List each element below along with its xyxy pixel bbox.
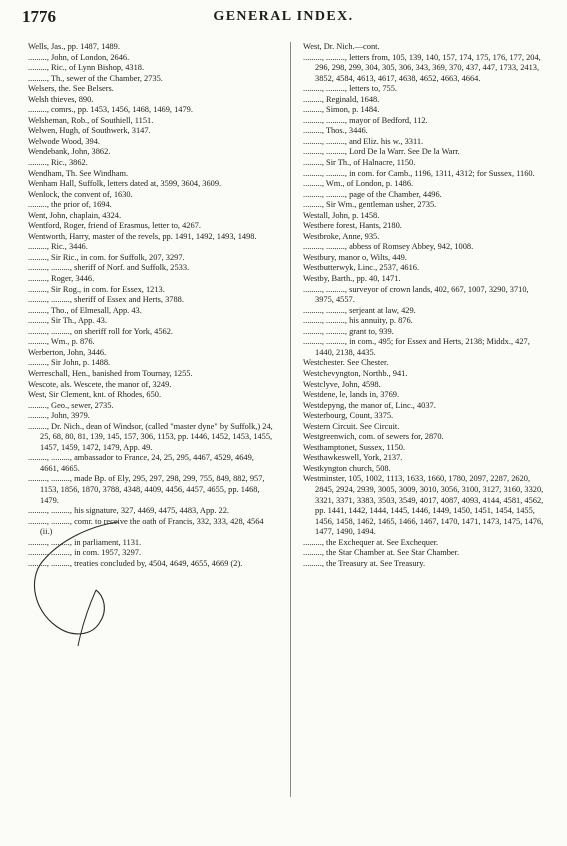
index-entry: ........., Sir Th., App. 43. [28,316,107,326]
page-number: 1776 [22,7,56,26]
index-entry: Westerbourg, Count, 3375. [303,411,394,421]
index-entry: ........., Wm., of London, p. 1486. [303,179,414,189]
index-entry: Westminster, 105, 1002, 1113, 1633, 1660, 1780, 2097, 2287, 2620, 2845, 2924, 2939, 3005, 3009, 3010, 3056, 3100, 3127, 3160, 3320, 3321, 3371, 3383, 3503, 3549, 4017, 4087, 4093, 4144, 4581, 4562, pp. 1441, 1442, 1444, 1445, 1446, 1449, 1450, 1451, 1454, 1455, 1456, 1458, 1462, 1465, 1466, 1467, 1470, 1471, 1473, 1475, 1476, 1477, 1490, 1494. [303,474,544,537]
index-entry: Westbutterwyk, Linc., 2537, 4616. [303,263,420,273]
index-entry: Westgreenwich, com. of sewers for, 2870. [303,432,444,442]
index-entry: ........., Sir Th., of Halnacre, 1150. [303,158,416,168]
index-entry: ........., ........., sheriff of Essex and Herts, 3788. [28,295,184,305]
index-entry: Welsers, the. See Belsers. [28,84,114,94]
index-entry: ........., comrs., pp. 1453, 1456, 1468, 1469, 1479. [28,105,193,115]
index-entry: ........., ........., serjeant at law, 429. [303,305,416,315]
index-entry: Westall, John, p. 1458. [303,210,380,220]
index-entry: West, Sir Clement, knt. of Rhodes, 650. [28,390,162,400]
index-entry: ........., ........., on sheriff roll for York, 4562. [28,326,174,336]
index-entry: Welsh thieves, 890. [28,94,94,104]
index-entry: ........., John, of London, 2646. [28,52,130,62]
index-entry: ........., ........., in com. 1957, 3297. [28,548,142,558]
index-entry: ........., Roger, 3446. [28,274,95,284]
index-entry: ........., ........., and Eliz. his w., 3311. [303,136,424,146]
index-entry: ........., Wm., p. 876. [28,337,95,347]
index-entry: ........., ........., mayor of Bedford, 112. [303,115,428,125]
index-entry: ........., ........., Lord De la Warr. See De la Warr. [303,147,460,157]
index-entry: Went, John, chaplain, 4324. [28,210,122,220]
index-entry: ........., ........., comr. to receive the oath of Francis, 332, 333, 428, 4564 (ii.) [28,516,264,537]
index-entry: ........., Th., sewer of the Chamber, 2735. [28,73,163,83]
index-entry: Wescote, als. Wescete, the manor of, 3249. [28,379,172,389]
index-entry: ........., Reginald, 1648. [303,94,380,104]
index-entry: ........., ........., grant to, 939. [303,326,394,336]
index-entry: ........., the Treasury at. See Treasury. [303,558,426,568]
index-entry: Westkyngton church, 508. [303,463,391,473]
index-entry: Westchester. See Chester. [303,358,389,368]
index-entry: Western Circuit. See Circuit. [303,421,400,431]
right-column [303,42,549,569]
index-entry: Westbere forest, Hants, 2180. [303,221,402,231]
index-entry: ........., the prior of, 1694. [28,200,112,210]
index-entry: Westbroke, Anne, 935. [303,231,380,241]
index-entry: Welsheman, Rob., of Southiell, 1151. [28,115,154,125]
index-entry: Wentworth, Harry, master of the revels, pp. 1491, 1492, 1493, 1498. [28,231,257,241]
left-column [28,42,274,569]
index-entry: Welwen, Hugh, of Southwerk, 3147. [28,126,151,136]
index-entry: ........., Tho., of Elmesall, App. 43. [28,305,142,315]
index-entry: ........., ........., abbess of Romsey Abbey, 942, 1008. [303,242,474,252]
index-entry: ........., Simon, p. 1484. [303,105,380,115]
index-entry: Wentford, Roger, friend of Erasmus, letter to, 4267. [28,221,201,231]
index-entry: Westclyve, John, 4598. [303,379,381,389]
index-entry: Westdene, le, lands in, 3769. [303,390,400,400]
index-entry: ........., Sir John, p. 1488. [28,358,111,368]
index-entry: ........., ........., letters from, 105, 139, 140, 157, 174, 175, 176, 177, 204, 296, 298, 299, 304, 305, 306, 343, 369, 370, 437, 447, 1733, 2413, 3852, 4584, 4613, 4617, 4638, 4652, 4663, 4664. [303,52,541,83]
index-entry: Werreschall, Hen., banished from Tournay, 1255. [28,368,193,378]
index-entry: ........., Ric., of Lynn Bishop, 4318. [28,63,145,73]
index-entry: ........., the Star Chamber at. See Star Chamber. [303,548,460,558]
index-entry: ........., ........., surveyor of crown lands, 402, 667, 1007, 3290, 3710, 3975, 4557. [303,284,529,305]
index-entry: Wendebank, John, 3862. [28,147,111,157]
index-entry: ........., ........., in com. for Camb., 1196, 1311, 4312; for Sussex, 1160. [303,168,535,178]
index-entry: Wenham Hall, Suffolk, letters dated at, 3599, 3604, 3609. [28,179,222,189]
index-entry: ........., ........., page of the Chamber, 4496. [303,189,442,199]
index-entry: Werberton, John, 3446. [28,347,107,357]
index-entry: Wenlock, the convent of, 1630. [28,189,133,199]
index-entry: Westhawkeswell, York, 2137. [303,453,403,463]
index-entry: Wells, Jas., pp. 1487, 1489. [28,42,120,51]
index-entry: ........., Sir Ric., in com. for Suffolk, 207, 3297. [28,252,185,262]
index-entry: ........., ........., his signature, 327, 4469, 4475, 4483, App. 22. [28,506,229,516]
index-entry: ........., Ric., 3862. [28,158,88,168]
index-entry: ........., ........., his annuity, p. 876. [303,316,413,326]
index-entry: ........., ........., letters to, 755. [303,84,397,94]
index-entry: ........., ........., in com., 495; for Essex and Herts, 2138; Middx., 427, 1440, 2138, 4435. [303,337,530,357]
index-entry: ........., ........., treaties concluded by, 4504, 4649, 4655, 4669 (2). [28,558,243,568]
index-entry: Wendham, Th. See Windham. [28,168,129,178]
column-divider [290,42,291,797]
index-entry: ........., Sir Rog., in com. for Essex, 1213. [28,284,165,294]
index-entry: ........., John, 3979. [28,411,90,421]
index-entry: Westbury, manor o, Wilts, 449. [303,252,407,262]
index-entry: ........., ........., sheriff of Norf. and Suffolk, 2533. [28,263,190,273]
index-entry: Westby, Barth., pp. 40, 1471. [303,274,401,284]
handwritten-annotation [30,518,142,648]
index-entry: West, Dr. Nich.—cont. [303,42,380,51]
page-title: GENERAL INDEX. [213,9,354,24]
index-entry: Westchevyngton, Northb., 941. [303,368,408,378]
index-entry: ........., the Exchequer at. See Exchequer. [303,537,439,547]
index-entry: ........., Dr. Nich., dean of Windsor, (called "master dyne" by Suffolk,) 24, 25, 68, 80, 81, 139, 145, 157, 306, 1153, pp. 1446, 1452, 1453, 1455, 1457, 1459, 1472, 1479, App. 49. [28,421,273,452]
index-entry: Welwode Wood, 394. [28,136,100,146]
index-entry: ........., ........., in parliament, 1131. [28,537,142,547]
index-entry: Westhamptonet, Sussex, 1150. [303,442,406,452]
index-entry: ........., Sir Wm., gentleman usher, 2735. [303,200,437,210]
index-entry: ........., ........., ambassador to France, 24, 25, 295, 4467, 4529, 4649, 4661, 4665. [28,453,254,473]
index-entry: Westdepyng, the manor of, Linc., 4037. [303,400,436,410]
index-entry: ........., ........., made Bp. of Ely, 295, 297, 298, 299, 755, 849, 882, 957, 1153, 1856, 1870, 3788, 4348, 4409, 4456, 4457, 4655, pp. 1468, 1479. [28,474,265,505]
index-entry: ........., Thos., 3446. [303,126,368,136]
index-entry: ........., Ric., 3446. [28,242,88,252]
index-entry: ........., Geo., sewer, 2735. [28,400,114,410]
